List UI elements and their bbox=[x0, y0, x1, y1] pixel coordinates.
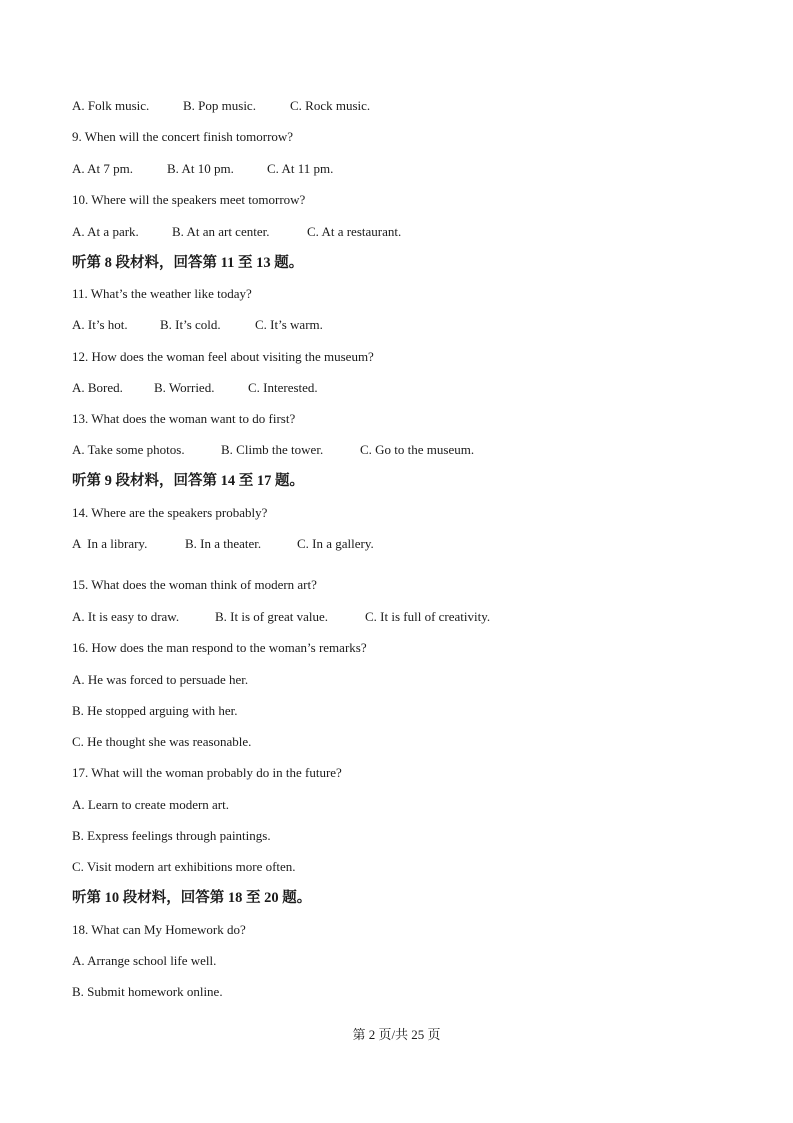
q10-option-b: B. At an art center. bbox=[172, 224, 270, 239]
q11-option-b: B. It’s cold. bbox=[160, 317, 221, 332]
page-number-footer: 第 2 页/共 25 页 bbox=[352, 1027, 441, 1042]
q17-option-b: B. Express feelings through paintings. bbox=[72, 828, 271, 843]
q13-option-c: C. Go to the museum. bbox=[360, 442, 475, 457]
q15-question: 15. What does the woman think of modern art? bbox=[72, 577, 317, 592]
q9-option-a: A. At 7 pm. bbox=[72, 161, 134, 176]
q16-option-a: A. He was forced to persuade her. bbox=[72, 672, 249, 687]
q11-option-c: C. It’s warm. bbox=[255, 317, 323, 332]
section-9-heading: 听第 9 段材料，回答第 14 至 17 题。 bbox=[72, 473, 304, 489]
q17-option-a: A. Learn to create modern art. bbox=[72, 797, 230, 812]
q10-option-a: A. At a park. bbox=[72, 224, 139, 239]
q15-option-b: B. It is of great value. bbox=[215, 609, 328, 624]
q14-option-c: C. In a gallery. bbox=[297, 536, 374, 551]
q12-option-a: A. Bored. bbox=[72, 380, 123, 395]
q16-question: 16. How does the man respond to the woman’s remarks? bbox=[72, 640, 367, 655]
q11-option-a: A. It’s hot. bbox=[72, 317, 128, 332]
q9-options bbox=[72, 161, 333, 177]
q14-options bbox=[72, 536, 374, 552]
q12-options bbox=[72, 380, 318, 396]
q14-option-a: A In a library. bbox=[72, 536, 148, 551]
q13-question: 13. What does the woman want to do first? bbox=[72, 411, 296, 426]
q10-options bbox=[72, 224, 401, 240]
q18-option-a: A. Arrange school life well. bbox=[72, 953, 217, 968]
q8-option-c: C. Rock music. bbox=[290, 98, 371, 113]
q17-question: 17. What will the woman probably do in the future? bbox=[72, 765, 342, 780]
q15-option-a: A. It is easy to draw. bbox=[72, 609, 180, 624]
q8-option-b: B. Pop music. bbox=[183, 98, 256, 113]
q15-option-c: C. It is full of creativity. bbox=[365, 609, 491, 624]
section-10-heading: 听第 10 段材料，回答第 18 至 20 题。 bbox=[72, 890, 312, 906]
q10-question: 10. Where will the speakers meet tomorrow? bbox=[72, 192, 306, 207]
q12-option-b: B. Worried. bbox=[154, 380, 215, 395]
q17-option-c: C. Visit modern art exhibitions more often. bbox=[72, 859, 296, 874]
q11-options bbox=[72, 317, 323, 333]
q9-option-b: B. At 10 pm. bbox=[167, 161, 234, 176]
q16-option-b: B. He stopped arguing with her. bbox=[72, 703, 238, 718]
q12-option-c: C. Interested. bbox=[248, 380, 318, 395]
q16-option-c: C. He thought she was reasonable. bbox=[72, 734, 252, 749]
q12-question: 12. How does the woman feel about visiting the museum? bbox=[72, 349, 374, 364]
q18-option-b: B. Submit homework online. bbox=[72, 984, 223, 999]
q9-question: 9. When will the concert finish tomorrow? bbox=[72, 129, 294, 144]
q14-option-b: B. In a theater. bbox=[185, 536, 262, 551]
section-8-heading: 听第 8 段材料，回答第 11 至 13 题。 bbox=[72, 255, 304, 271]
q18-question: 18. What can My Homework do? bbox=[72, 922, 246, 937]
q11-question: 11. What’s the weather like today? bbox=[72, 286, 252, 301]
q13-option-a: A. Take some photos. bbox=[72, 442, 185, 457]
q13-options bbox=[72, 442, 474, 458]
q14-question: 14. Where are the speakers probably? bbox=[72, 505, 268, 520]
q13-option-b: B. Climb the tower. bbox=[221, 442, 324, 457]
q10-option-c: C. At a restaurant. bbox=[307, 224, 402, 239]
q15-options bbox=[72, 609, 490, 625]
q8-options bbox=[72, 98, 370, 114]
q8-option-a: A. Folk music. bbox=[72, 98, 150, 113]
q9-option-c: C. At 11 pm. bbox=[267, 161, 334, 176]
